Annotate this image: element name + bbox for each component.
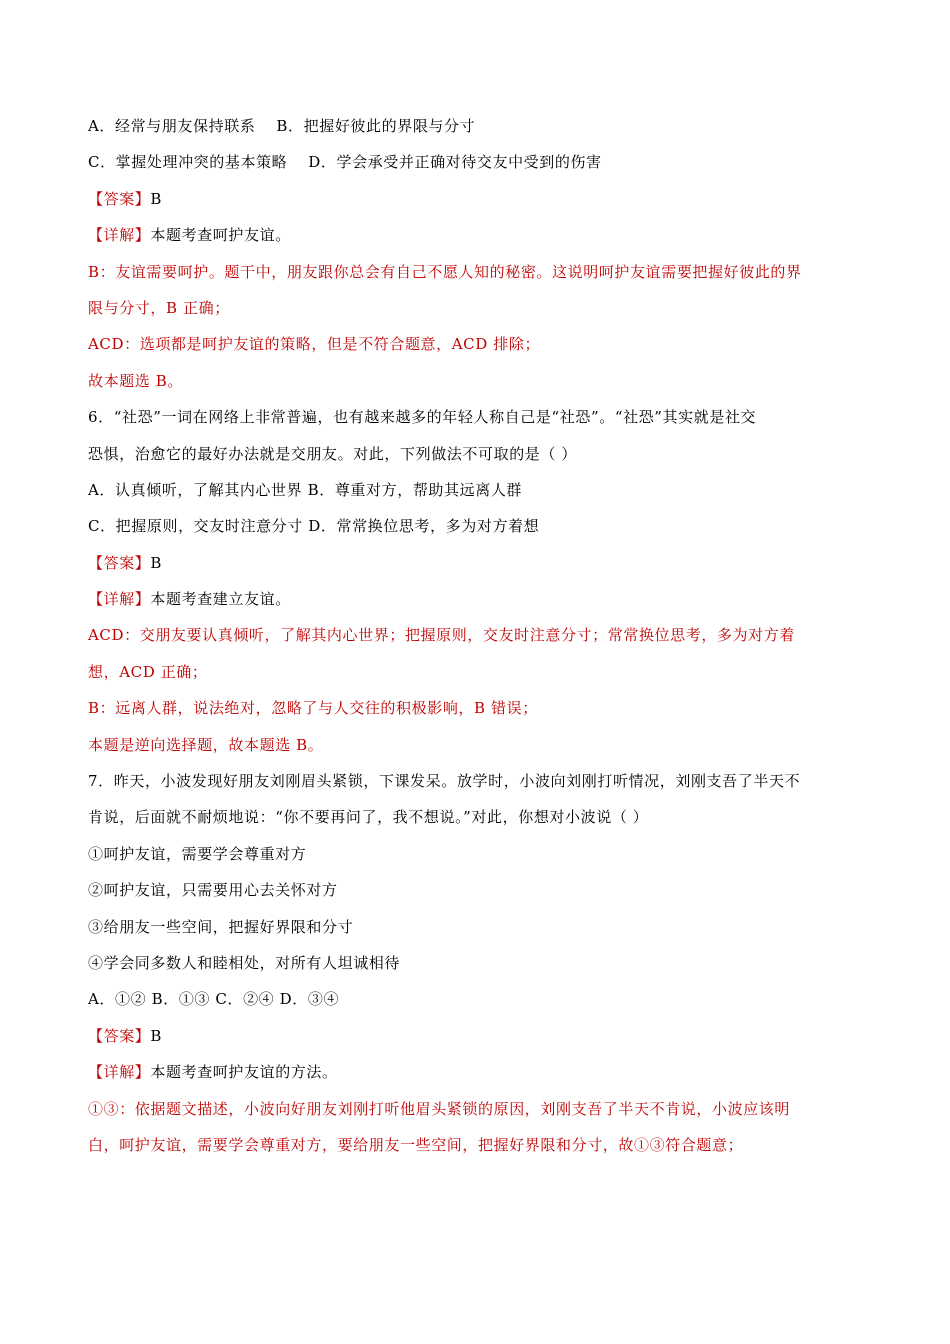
q6-conclusion: 本题是逆向选择题，故本题选 B。 — [88, 735, 324, 754]
answer-tag: 【答案】 — [88, 189, 151, 208]
answer-value: B — [150, 189, 163, 208]
q5-analysis-2: ACD：选项都是呵护友谊的策略，但是不符合题意，ACD 排除； — [88, 335, 541, 354]
detail-tag: 【详解】 — [88, 1063, 151, 1082]
q7-stem-b: 肯说，后面就不耐烦地说：“你不要再问了，我不想说。”对此，你想对小波说（ ） — [88, 808, 649, 827]
q7-stem-a: 7．昨天，小波发现好朋友刘刚眉头紧锁，下课发呆。放学时，小波向刘刚打听情况，刘刚支吾了半天不 — [88, 772, 801, 791]
detail-tag: 【详解】 — [88, 226, 151, 245]
q7-analysis-1a: ①③：依据题文描述，小波向好朋友刘刚打听他眉头紧锁的原因，刘刚支吾了半天不肯说，小波应该明 — [88, 1099, 791, 1118]
q7-item-3: ③给朋友一些空间，把握好界限和分寸 — [88, 917, 354, 936]
q5-answer — [88, 181, 868, 217]
q5-analysis-1a: B：友谊需要呵护。题干中，朋友跟你总会有自己不愿人知的秘密。这说明呵护友谊需要把握好彼此的界 — [88, 262, 802, 281]
detail-text: 本题考查呵护友谊。 — [150, 226, 291, 245]
q7-analysis-1b: 白，呵护友谊，需要学会尊重对方，要给朋友一些空间，把握好界限和分寸，故①③符合题意； — [88, 1135, 744, 1154]
q6-stem-a: 6．“社恐”一词在网络上非常普遍，也有越来越多的年轻人称自己是“社恐”。“社恐”其实就是社交 — [88, 408, 757, 427]
q7-options: A．①② B．①③ C．②④ D．③④ — [88, 990, 340, 1009]
document-page — [88, 108, 868, 1163]
detail-text: 本题考查呵护友谊的方法。 — [150, 1063, 338, 1082]
q6-options-line-2: C．把握原则，交友时注意分寸 D．常常换位思考，多为对方着想 — [88, 517, 540, 536]
q6-analysis-2: B：远离人群，说法绝对，忽略了与人交往的积极影响，B 错误； — [88, 699, 538, 718]
q5-conclusion: 故本题选 B。 — [88, 371, 183, 390]
q5-options-line-1: A．经常与朋友保持联系 B．把握好彼此的界限与分寸 — [88, 117, 476, 135]
q5-analysis-1b: 限与分寸，B 正确； — [88, 298, 230, 317]
q6-stem-b: 恐惧，治愈它的最好办法就是交朋友。对此，下列做法不可取的是（ ） — [88, 444, 577, 463]
q5-options-line-2: C．掌握处理冲突的基本策略 D．学会承受并正确对待交友中受到的伤害 — [88, 153, 602, 172]
q6-detail — [88, 581, 868, 617]
detail-text: 本题考查建立友谊。 — [150, 590, 291, 609]
answer-tag: 【答案】 — [88, 553, 151, 572]
answer-tag: 【答案】 — [88, 1026, 151, 1045]
q6-answer — [88, 545, 868, 581]
answer-value: B — [150, 1026, 163, 1045]
q6-analysis-1a: ACD：交朋友要认真倾听，了解其内心世界；把握原则，交友时注意分寸；常常换位思考，多为对方着 — [88, 626, 795, 645]
q7-detail — [88, 1054, 868, 1090]
q5-detail — [88, 217, 868, 253]
q7-item-1: ①呵护友谊，需要学会尊重对方 — [88, 844, 307, 863]
answer-value: B — [150, 553, 163, 572]
q6-analysis-1b: 想，ACD 正确； — [88, 662, 208, 681]
detail-tag: 【详解】 — [88, 590, 151, 609]
q7-item-4: ④学会同多数人和睦相处，对所有人坦诚相待 — [88, 953, 401, 972]
q7-item-2: ②呵护友谊，只需要用心去关怀对方 — [88, 881, 338, 900]
q7-answer — [88, 1018, 868, 1054]
q6-options-line-1: A．认真倾听，了解其内心世界 B．尊重对方，帮助其远离人群 — [88, 480, 523, 499]
